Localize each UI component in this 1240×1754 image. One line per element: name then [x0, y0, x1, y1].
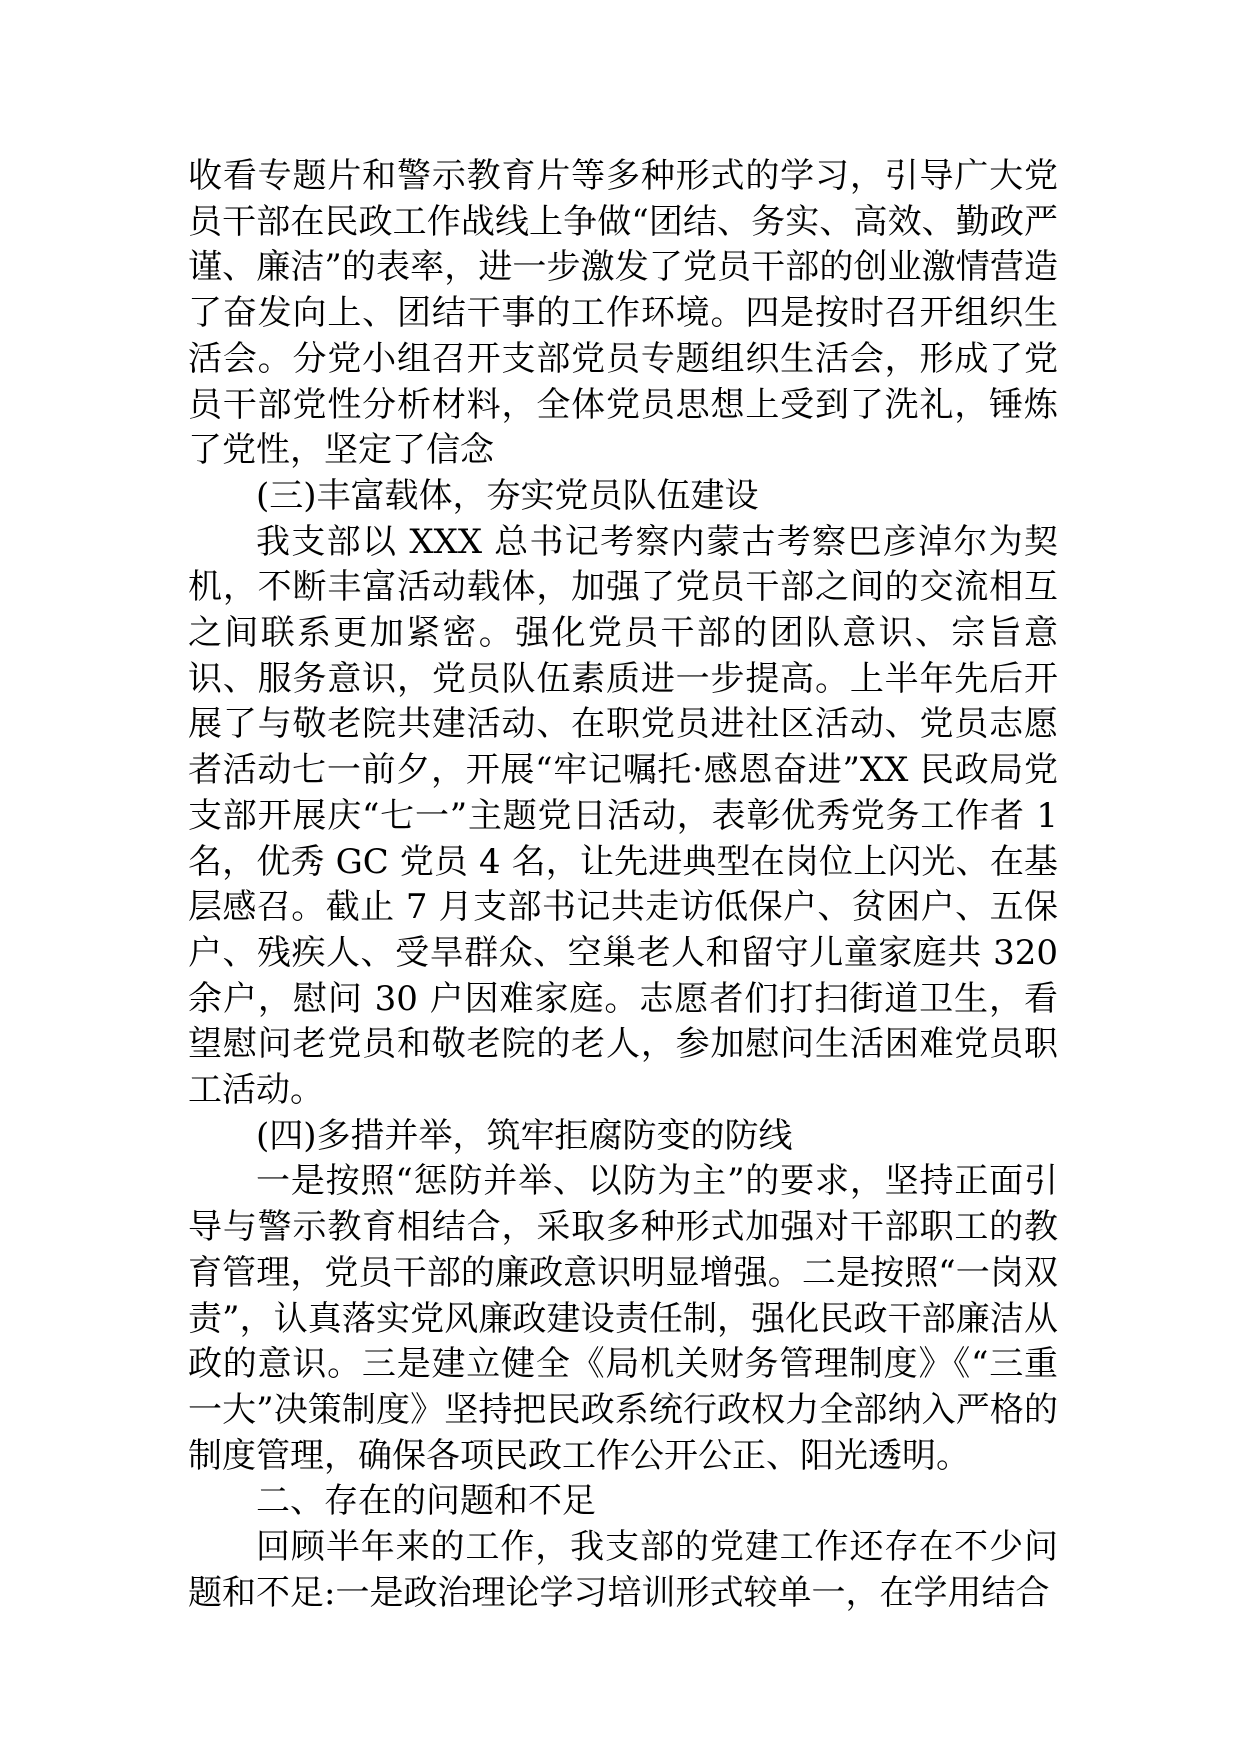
paragraph-anti-corruption: 一是按照“惩防并举、以防为主”的要求，坚持正面引导与警示教育相结合，采取多种形式加强对干部职工的教育管理，党员干部的廉政意识明显增强。二是按照“一岗双责”，认真落实党风廉政建设责任制，强化民政干部廉洁从政的意识。三是建立健全《局机关财务管理制度》《“三重一大”决策制度》坚持把民政系统行政权力全部纳入严格的制度管理，确保各项民政工作公开公正、阳光透明。 — [188, 1161, 1058, 1476]
paragraph-continuation: 收看专题片和警示教育片等多种形式的学习，引导广大党员干部在民政工作战线上争做“团结、务实、高效、勤政严谨、廉洁”的表率，进一步激发了党员干部的创业激情营造了奋发向上、团结干事的工作环境。四是按时召开组织生活会。分党小组召开支部党员专题组织生活会，形成了党员干部党性分析材料，全体党员思想上受到了洗礼，锤炼了党性，坚定了信念 — [188, 156, 1058, 471]
paragraph-team-building: 我支部以 XXX 总书记考察内蒙古考察巴彦淖尔为契机，不断丰富活动载体，加强了党员干部之间的交流相互之间联系更加紧密。强化党员干部的团队意识、宗旨意识、服务意识，党员队伍素质进一步提高。上半年先后开展了与敬老院共建活动、在职党员进社区活动、党员志愿者活动七一前夕，开展“牢记嘱托·感恩奋进”XX 民政局党支部开展庆“七一”主题党日活动，表彰优秀党务工作者 1 名，优秀 GC 党员 4 名，让先进典型在岗位上闪光、在基层感召。截止 7 月支部书记共走访低保户、贫困户、五保户、残疾人、受旱群众、空巢老人和留守儿童家庭共 320 余户，慰问 30 户因难家庭。志愿者们打扫街道卫生，看望慰问老党员和敬老院的老人，参加慰问生活困难党员职工活动。 — [188, 521, 1058, 1111]
paragraph-review: 回顾半年来的工作，我支部的党建工作还存在不少问题和不足:一是政治理论学习培训形式较单一，在学用结合 — [188, 1527, 1058, 1613]
section-heading-problems: 二、存在的问题和不足 — [256, 1481, 596, 1522]
section-heading-4: (四)多措并举，筑牢拒腐防变的防线 — [256, 1115, 793, 1156]
document-body — [188, 154, 1058, 1617]
section-heading-3: (三)丰富载体，夯实党员队伍建设 — [256, 475, 759, 516]
